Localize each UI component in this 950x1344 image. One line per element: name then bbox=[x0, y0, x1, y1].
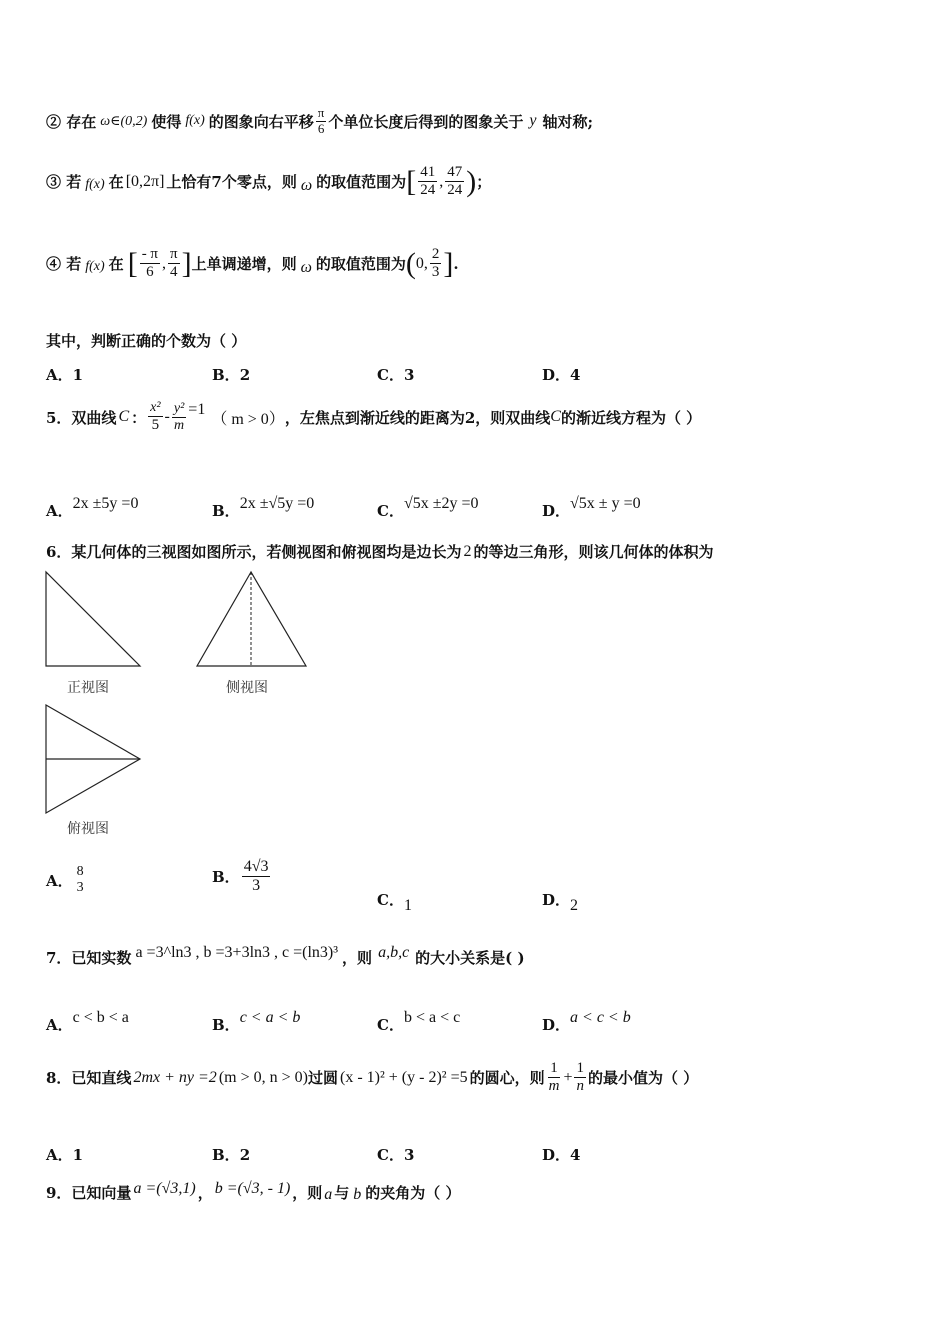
q8-option-b[interactable]: B． 2 bbox=[212, 1145, 251, 1164]
side-view-caption: 侧视图 bbox=[226, 680, 268, 696]
question-4-stem: 其中，判断正确的个数为（ ） bbox=[46, 332, 247, 350]
fraction-x2-5: $\frac{\text{x²}}{5}$ bbox=[150, 400, 161, 434]
question-7-stem: 7．已知实数 a =3^ln3 , b =3+3ln3 , c =(ln3)³ ，则 a,b,c 的大小关系是( ) bbox=[46, 944, 525, 967]
q6-option-c[interactable]: C． 1 bbox=[377, 890, 412, 914]
fraction-1-m: $\frac{1}{m}$ bbox=[548, 1060, 560, 1095]
statement-2: ② 存在 ω∈(0,2) 使得 f(x) 的图象向右平移 $\frac{\pi}{6}$ 个单位长度后得到的图象关于 y 轴对称; bbox=[46, 105, 594, 136]
q4-option-d[interactable]: D． 4 bbox=[542, 365, 581, 384]
three-view-figure bbox=[40, 568, 360, 828]
q8-option-a[interactable]: A． 1 bbox=[46, 1145, 84, 1164]
question-5-stem: 5．双曲线 C ： $\frac{\text{x²}}{5}$ - $\frac{\text{y²}}{m}$ =1 （ m > 0） ，左焦点到渐近线的距离为2，则双曲线 C 的渐近线方程为（ ） bbox=[46, 400, 702, 434]
q7-option-c[interactable]: C． b < a < c bbox=[377, 1008, 461, 1034]
q8-option-c[interactable]: C． 3 bbox=[377, 1145, 415, 1164]
question-8-stem: 8．已知直线 2mx + ny =2 (m > 0, n > 0) 过圆 (x - 1)² + (y - 2)² =5 的圆心，则 $\frac{1}{m}$ + $\frac{1}{n}$ 的最小值为（ ） bbox=[46, 1060, 699, 1095]
q5-option-b[interactable]: B． 2x ±√5y =0 bbox=[212, 494, 315, 520]
fraction-2-3: $\frac{2}{3}$ bbox=[431, 246, 440, 281]
q4-option-c[interactable]: C． 3 bbox=[377, 365, 415, 384]
fraction-1-n: $\frac{1}{n}$ bbox=[576, 1060, 584, 1095]
fraction-y2-m: $\frac{\text{y²}}{m}$ bbox=[173, 400, 185, 433]
question-9-stem: 9．已知向量 a =(√3,1) ， b =(√3, - 1) ，则 a 与 b 的夹角为（ ） bbox=[46, 1180, 461, 1203]
q7-option-d[interactable]: D． a < c < b bbox=[542, 1008, 631, 1034]
q6-option-b[interactable]: B． $\frac{4√3}{3}$ bbox=[212, 858, 269, 895]
front-view-triangle bbox=[46, 572, 140, 666]
front-view-caption: 正视图 bbox=[67, 680, 109, 696]
q7-option-a[interactable]: A． c < b < a bbox=[46, 1008, 129, 1034]
top-view-caption: 俯视图 bbox=[67, 821, 109, 837]
q8-option-d[interactable]: D． 4 bbox=[542, 1145, 581, 1164]
fraction-pi-6: $\frac{\pi}{6}$ bbox=[317, 105, 325, 136]
statement-3: ③ 若 f(x) 在 [0,2π] 上恰有7个零点，则 ω 的取值范围为 [ $\frac{41}{24}$ , $\frac{47}{24}$ ) ； bbox=[46, 164, 492, 199]
q5-option-d[interactable]: D． √5x ± y =0 bbox=[542, 494, 641, 520]
fraction-41-24: $\frac{41}{24}$ bbox=[420, 164, 436, 199]
fraction-pi-4: $\frac{\pi}{4}$ bbox=[170, 246, 178, 281]
fraction-47-24: $\frac{47}{24}$ bbox=[447, 164, 463, 199]
q5-option-c[interactable]: C． √5x ±2y =0 bbox=[377, 494, 479, 520]
q5-option-a[interactable]: A． 2x ±5y =0 bbox=[46, 494, 139, 520]
fraction-neg-pi-6: $\frac{- \pi}{6}$ bbox=[141, 246, 159, 281]
q6-option-a[interactable]: A． 8 3 bbox=[46, 864, 84, 896]
question-6-stem: 6．某几何体的三视图如图所示，若侧视图和俯视图均是边长为 2 的等边三角形，则该几何体的体积为 bbox=[46, 542, 714, 561]
statement-4: ④ 若 f(x) 在 [ $\frac{- \pi}{6}$ , $\frac{\pi}{4}$ ] 上单调递增，则 ω 的取值范围为 ( 0, $\frac{2}{3}$ ] . bbox=[46, 246, 459, 281]
q4-option-b[interactable]: B． 2 bbox=[212, 365, 251, 384]
q7-option-b[interactable]: B． c < a < b bbox=[212, 1008, 301, 1034]
q4-option-a[interactable]: A． 1 bbox=[46, 365, 84, 384]
q6-option-d[interactable]: D． 2 bbox=[542, 890, 579, 914]
